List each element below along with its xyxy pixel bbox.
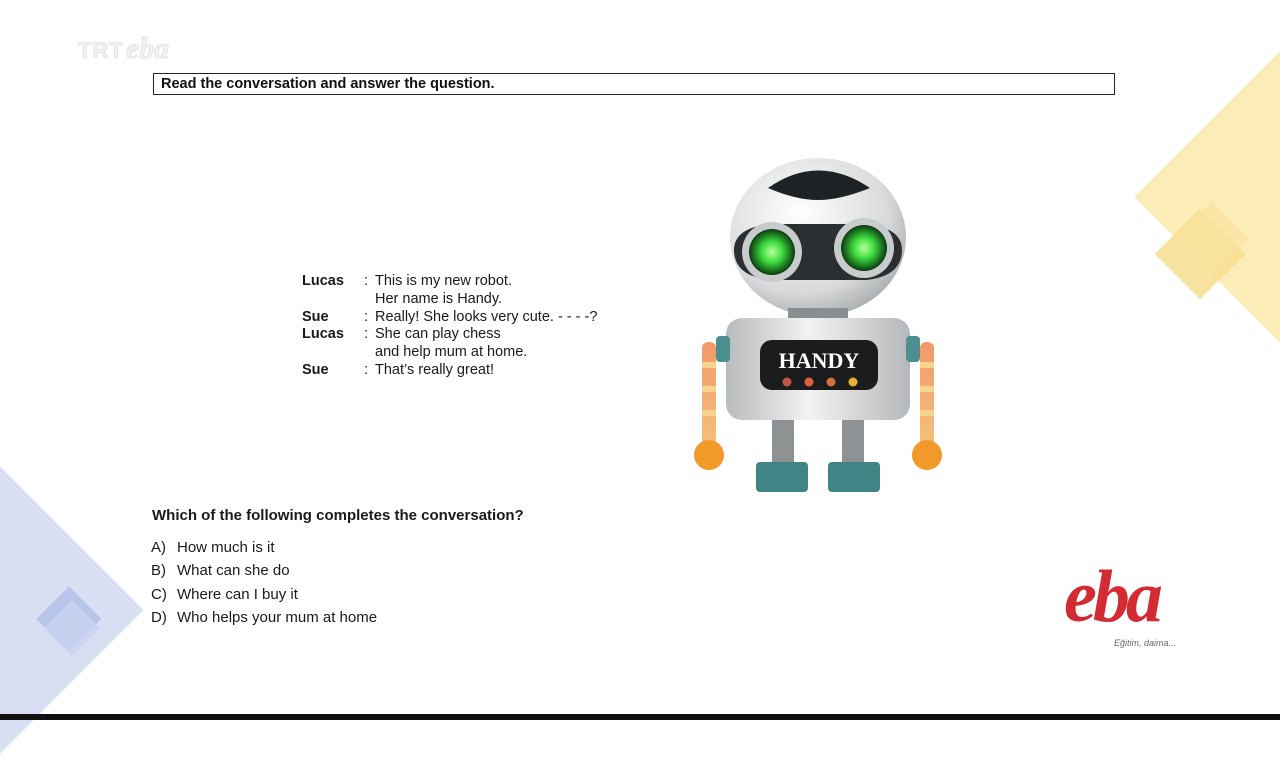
- line-text: This is my new robot.: [375, 273, 512, 289]
- trt-eba-watermark: [78, 34, 169, 64]
- speaker-name: Lucas: [302, 326, 344, 343]
- option-letter: D): [151, 609, 167, 627]
- option-letter: C): [151, 585, 167, 603]
- instruction-box: Read the conversation and answer the question.: [153, 73, 1115, 95]
- conversation: [302, 273, 597, 380]
- speaker-name: Lucas: [302, 273, 344, 289]
- speaker-colon: [364, 291, 375, 309]
- robot-name-text: HANDY: [778, 348, 860, 373]
- plate-dot: [805, 378, 814, 387]
- option-c[interactable]: [151, 583, 377, 606]
- conversation-line: [302, 344, 597, 362]
- option-text: Where can I buy it: [177, 585, 298, 603]
- line-text: Her name is Handy.: [375, 290, 503, 307]
- option-a[interactable]: [151, 536, 377, 559]
- plate-dot: [827, 378, 836, 387]
- robot-shoulder-left: [716, 336, 730, 362]
- robot-illustration: [690, 158, 946, 498]
- line-text: and help mum at home.: [375, 344, 528, 361]
- option-d[interactable]: [151, 606, 377, 629]
- robot-eye-left: [749, 229, 795, 275]
- watermark-trt: TRT: [78, 38, 124, 63]
- speaker-colon: :: [364, 361, 369, 378]
- eba-logo: [1064, 556, 1194, 656]
- option-text: How much is it: [177, 539, 275, 557]
- answer-options: [151, 536, 377, 629]
- option-text: What can she do: [177, 562, 290, 580]
- watermark-eba: eba: [125, 32, 170, 65]
- conversation-line: [302, 291, 597, 309]
- speaker-name: [302, 344, 364, 362]
- line-text: That’s really great!: [375, 361, 495, 378]
- conversation-line: [302, 362, 597, 380]
- line-text: She can play chess: [375, 326, 501, 343]
- eba-logo-text: eba: [1064, 556, 1159, 638]
- speaker-colon: :: [364, 273, 369, 289]
- speaker-name: [302, 291, 364, 309]
- bottom-bar: [0, 714, 1280, 720]
- line-text: Really! She looks very cute. - - - -?: [375, 308, 598, 325]
- option-letter: A): [151, 539, 166, 557]
- robot-eye-right: [841, 225, 887, 271]
- option-text: Who helps your mum at home: [177, 609, 378, 627]
- robot-foot-left: [756, 462, 808, 492]
- robot-leg-right: [842, 420, 864, 464]
- plate-dot: [849, 378, 858, 387]
- speaker-colon: :: [364, 326, 369, 343]
- robot-leg-left: [772, 420, 794, 464]
- conversation-line: [302, 273, 597, 291]
- eba-tagline: Eğitim, daima...: [1114, 638, 1177, 648]
- question-text: Which of the following completes the conversation?: [152, 507, 524, 524]
- robot-foot-right: [828, 462, 880, 492]
- option-b[interactable]: [151, 559, 377, 582]
- speaker-name: Sue: [302, 308, 329, 325]
- conversation-line: [302, 309, 597, 327]
- conversation-line: [302, 326, 597, 344]
- decor-shape-yellow-large: [1135, 49, 1280, 346]
- speaker-colon: :: [364, 308, 369, 325]
- speaker-colon: [364, 344, 375, 362]
- speaker-name: Sue: [302, 361, 329, 378]
- robot-shoulder-right: [906, 336, 920, 362]
- option-letter: B): [151, 562, 166, 580]
- plate-dot: [783, 378, 792, 387]
